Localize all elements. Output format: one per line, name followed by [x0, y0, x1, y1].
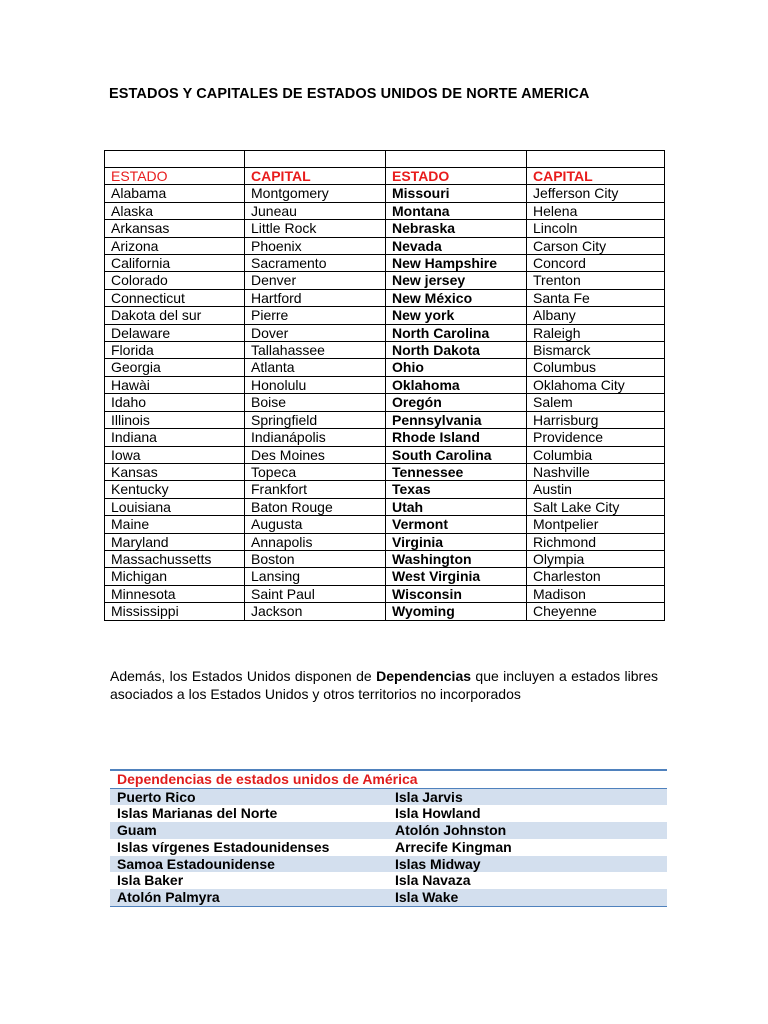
state-cell: Pennsylvania [386, 411, 527, 428]
table-row [105, 237, 665, 254]
capital-cell: Phoenix [245, 237, 386, 254]
dependency-name: Isla Navaza [395, 872, 471, 889]
state-cell: Ohio [386, 359, 527, 376]
state-cell: Nevada [386, 237, 527, 254]
state-cell: Alaska [105, 202, 245, 219]
dependency-name: Atolón Johnston [388, 822, 667, 839]
capital-cell: Sacramento [245, 255, 386, 272]
list-item [110, 889, 667, 906]
capital-cell: Helena [527, 202, 665, 219]
dependency-name: Puerto Rico [110, 788, 388, 805]
state-cell: Maryland [105, 533, 245, 550]
state-cell: North Dakota [386, 342, 527, 359]
state-cell: Utah [386, 498, 527, 515]
table-row [105, 394, 665, 411]
table-row [105, 603, 665, 620]
capital-cell: Madison [527, 585, 665, 602]
capital-cell: Harrisburg [527, 411, 665, 428]
capital-cell: Providence [527, 429, 665, 446]
state-cell: Kentucky [105, 481, 245, 498]
state-cell: Kansas [105, 463, 245, 480]
table-row [105, 550, 665, 567]
state-cell: Missouri [386, 185, 527, 202]
list-item [110, 822, 667, 839]
capital-cell: Concord [527, 255, 665, 272]
capital-cell: Topeca [245, 463, 386, 480]
dependency-name: Isla Howland [395, 805, 481, 822]
capital-cell: Saint Paul [245, 585, 386, 602]
header-estado: ESTADO [105, 168, 245, 185]
table-header-row [105, 168, 665, 185]
paragraph-text: Además, los Estados Unidos disponen de [110, 668, 377, 684]
capital-cell: Annapolis [245, 533, 386, 550]
state-cell: Michigan [105, 568, 245, 585]
capital-cell: Jefferson City [527, 185, 665, 202]
table-row [105, 516, 665, 533]
list-item [110, 856, 667, 873]
list-item [110, 839, 667, 856]
paragraph-text: que incluyen a estados libres asociados a los Estados Unidos y otros territorios no incorporados [110, 668, 659, 702]
table-row [105, 289, 665, 306]
state-cell: Oklahoma [386, 376, 527, 393]
state-cell: Florida [105, 342, 245, 359]
capital-cell: Honolulu [245, 376, 386, 393]
dependency-name: Isla Jarvis [388, 788, 667, 805]
capital-cell: Salem [527, 394, 665, 411]
dependency-name: Guam [110, 822, 388, 839]
state-cell: Virginia [386, 533, 527, 550]
capital-cell: Springfield [245, 411, 386, 428]
state-cell: Iowa [105, 446, 245, 463]
state-cell: Louisiana [105, 498, 245, 515]
capital-cell: Juneau [245, 202, 386, 219]
state-cell: North Carolina [386, 324, 527, 341]
capital-cell: Augusta [245, 516, 386, 533]
capital-cell: Austin [527, 481, 665, 498]
dependencies-paragraph [110, 668, 658, 703]
table-row [105, 342, 665, 359]
dependency-name: Samoa Estadounidense [110, 856, 388, 873]
capital-cell: Columbus [527, 359, 665, 376]
capital-cell: Trenton [527, 272, 665, 289]
dependency-name: Atolón Palmyra [110, 889, 388, 906]
capital-cell: Jackson [245, 603, 386, 620]
capital-cell: Montgomery [245, 185, 386, 202]
capital-cell: Columbia [527, 446, 665, 463]
state-cell: Mississippi [105, 603, 245, 620]
state-cell: Nebraska [386, 220, 527, 237]
table-row [105, 324, 665, 341]
state-cell: Oregón [386, 394, 527, 411]
capital-cell: Montpelier [527, 516, 665, 533]
table-row [105, 202, 665, 219]
capital-cell: Lincoln [527, 220, 665, 237]
capital-cell: Dover [245, 324, 386, 341]
capital-cell: Oklahoma City [527, 376, 665, 393]
state-cell: New México [386, 289, 527, 306]
state-cell: New Hampshire [386, 255, 527, 272]
capital-cell: Boston [245, 550, 386, 567]
table-row [105, 272, 665, 289]
state-cell: Vermont [386, 516, 527, 533]
state-cell: Texas [386, 481, 527, 498]
capital-cell: Carson City [527, 237, 665, 254]
state-cell: South Carolina [386, 446, 527, 463]
capital-cell: Salt Lake City [527, 498, 665, 515]
state-cell: Hawài [105, 376, 245, 393]
header-estado: ESTADO [386, 168, 527, 185]
table-row [105, 585, 665, 602]
capital-cell: Pierre [245, 307, 386, 324]
state-cell: Delaware [105, 324, 245, 341]
state-cell: Montana [386, 202, 527, 219]
table-row [105, 463, 665, 480]
dependency-name: Islas Marianas del Norte [117, 805, 278, 822]
state-cell: Massachussetts [105, 550, 245, 567]
state-cell: Illinois [105, 411, 245, 428]
dependencies-title-row [110, 770, 667, 788]
table-row [105, 481, 665, 498]
state-cell: California [105, 255, 245, 272]
capital-cell: Atlanta [245, 359, 386, 376]
state-cell: Connecticut [105, 289, 245, 306]
state-cell: Rhode Island [386, 429, 527, 446]
capital-cell: Bismarck [527, 342, 665, 359]
state-cell: Washington [386, 550, 527, 567]
table-row [105, 376, 665, 393]
capital-cell: Denver [245, 272, 386, 289]
paragraph-bold-term: Dependencias [376, 668, 472, 684]
dependency-name: Islas Midway [388, 856, 667, 873]
table-row [105, 446, 665, 463]
state-cell: Minnesota [105, 585, 245, 602]
dependencies-title: Dependencias de estados unidos de América [110, 770, 667, 788]
capital-cell: Little Rock [245, 220, 386, 237]
list-item [110, 872, 667, 889]
capital-cell: Albany [527, 307, 665, 324]
page-title: ESTADOS Y CAPITALES DE ESTADOS UNIDOS DE NORTE AMERICA [109, 86, 590, 102]
table-row [105, 498, 665, 515]
table-blank-row [105, 151, 665, 168]
table-row [105, 568, 665, 585]
list-item [110, 788, 667, 805]
state-cell: Tennessee [386, 463, 527, 480]
state-cell: Wisconsin [386, 585, 527, 602]
capital-cell: Richmond [527, 533, 665, 550]
list-item [110, 805, 667, 822]
dependency-name: Isla Wake [388, 889, 667, 906]
table-row [105, 429, 665, 446]
capital-cell: Frankfort [245, 481, 386, 498]
table-row [105, 533, 665, 550]
state-cell: Alabama [105, 185, 245, 202]
capital-cell: Indianápolis [245, 429, 386, 446]
state-cell: Arizona [105, 237, 245, 254]
state-cell: Arkansas [105, 220, 245, 237]
dependency-name: Arrecife Kingman [395, 838, 512, 855]
capital-cell: Boise [245, 394, 386, 411]
capital-cell: Des Moines [245, 446, 386, 463]
dependencies-table [110, 769, 667, 907]
state-cell: Dakota del sur [105, 307, 245, 324]
state-cell: West Virginia [386, 568, 527, 585]
state-cell: Wyoming [386, 603, 527, 620]
state-cell: New york [386, 307, 527, 324]
state-cell: New jersey [386, 272, 527, 289]
capital-cell: Baton Rouge [245, 498, 386, 515]
state-cell: Georgia [105, 359, 245, 376]
table-row [105, 359, 665, 376]
capital-cell: Tallahassee [245, 342, 386, 359]
states-table [104, 150, 665, 621]
table-row [105, 255, 665, 272]
capital-cell: Raleigh [527, 324, 665, 341]
capital-cell: Nashville [527, 463, 665, 480]
state-cell: Idaho [105, 394, 245, 411]
header-capital: CAPITAL [527, 168, 665, 185]
table-row [105, 185, 665, 202]
state-cell: Indiana [105, 429, 245, 446]
capital-cell: Hartford [245, 289, 386, 306]
state-cell: Maine [105, 516, 245, 533]
table-row [105, 307, 665, 324]
capital-cell: Lansing [245, 568, 386, 585]
state-cell: Colorado [105, 272, 245, 289]
table-row [105, 220, 665, 237]
dependency-name: Isla Baker [117, 872, 184, 889]
capital-cell: Cheyenne [527, 603, 665, 620]
capital-cell: Olympia [527, 550, 665, 567]
capital-cell: Santa Fe [527, 289, 665, 306]
header-capital: CAPITAL [245, 168, 386, 185]
capital-cell: Charleston [527, 568, 665, 585]
table-row [105, 411, 665, 428]
dependency-name: Islas vírgenes Estadounidenses [117, 838, 330, 855]
